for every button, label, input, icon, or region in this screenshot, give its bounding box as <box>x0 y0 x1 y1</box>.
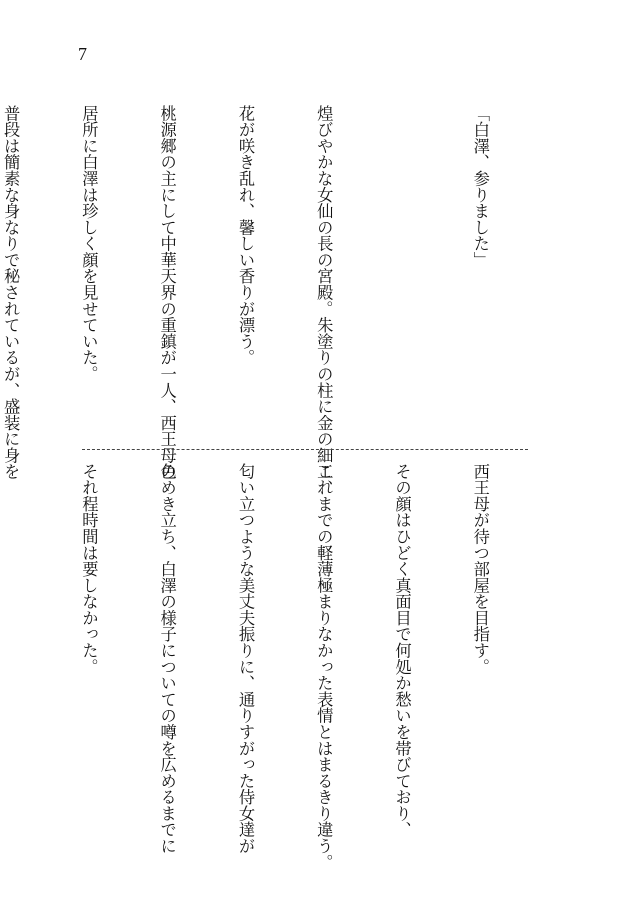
section-divider <box>82 449 528 450</box>
text-line: 西王母が待つ部屋を目指す。 <box>470 463 490 675</box>
text-line: 普段は簡素な身なりで秘されているが、盛装に身を <box>1 105 21 480</box>
text-line: 花が咲き乱れ、馨しい香りが漂う。 <box>235 105 255 366</box>
text-line: その顔はひどく真面目で何処か愁いを帯びており、 <box>392 463 412 838</box>
text-block-bottom <box>49 463 545 871</box>
text-block-top <box>0 105 545 496</box>
text-line: 居所に白澤は珍しく顔を見せていた。 <box>79 105 99 382</box>
text-line: 桃源郷の主にして中華天界の重鎮が一人、西王母の <box>157 105 177 480</box>
text-line: 「白澤、参りました」 <box>470 105 490 268</box>
text-line: これまでの軽薄極まりなかった表情とはまるきり違う。 <box>314 463 334 871</box>
text-line: 匂い立つような美丈夫振りに、通りすがった侍女達が <box>235 463 255 854</box>
text-line: それ程時間は要しなかった。 <box>79 463 99 675</box>
text-line: 煌びやかな女仙の長の宮殿。朱塗りの柱に金の細工、 <box>314 105 334 496</box>
text-line <box>388 105 414 441</box>
page-number: 7 <box>78 44 87 64</box>
text-line: 色めき立ち、白澤の様子についての噂を広めるまでに <box>157 463 177 854</box>
